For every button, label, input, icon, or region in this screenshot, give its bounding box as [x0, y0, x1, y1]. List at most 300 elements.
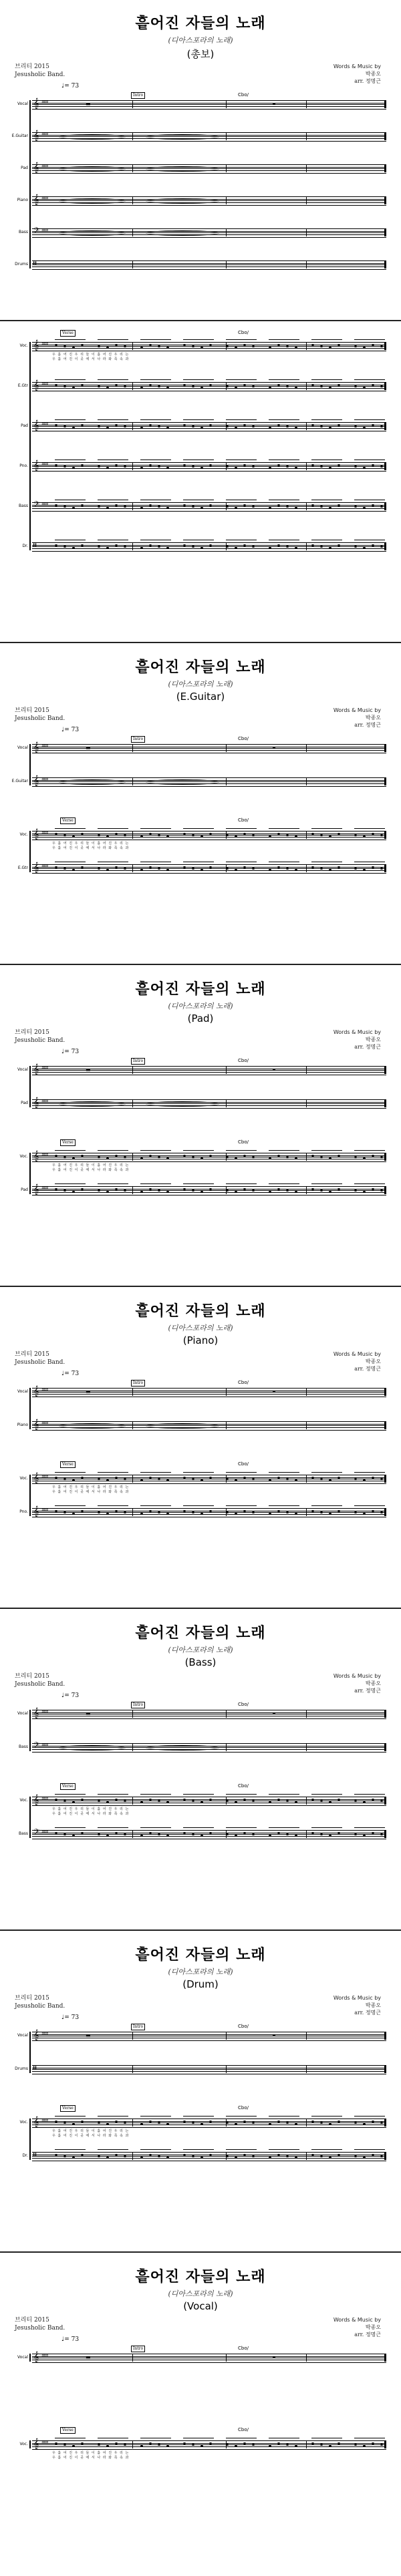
note-beam [226, 339, 257, 343]
barline [306, 2032, 307, 2040]
note [192, 1478, 194, 1480]
system [0, 1710, 401, 1777]
treble-clef-icon: 𝄞 [33, 1151, 39, 1161]
note [63, 425, 66, 427]
instrument-label: Bass [18, 504, 28, 508]
note [55, 1510, 57, 1512]
publisher-line: 브리티 2015 [15, 1029, 49, 1036]
note-beam [311, 1827, 342, 1831]
note [140, 1479, 143, 1481]
rehearsal-mark: Verse [60, 817, 76, 824]
note [149, 424, 152, 426]
note [149, 544, 152, 546]
note [235, 836, 237, 838]
note [209, 344, 212, 346]
instrument-label: Voc. [19, 1476, 28, 1481]
treble-clef-icon: 𝄞 [33, 742, 39, 753]
note-beam [183, 339, 214, 343]
note [286, 1833, 289, 1835]
key-signature: ♯♯♯♯ [41, 1387, 48, 1393]
note-beam [98, 828, 128, 832]
treble-clef-icon: 𝄞 [33, 1473, 39, 1483]
note [98, 385, 100, 387]
note-beam [269, 379, 299, 383]
crescendo-hairpin [59, 134, 126, 140]
barline [132, 100, 133, 108]
key-signature: ♯♯♯♯ [41, 502, 48, 507]
barline [306, 831, 307, 839]
note [63, 1156, 66, 1158]
note [149, 2442, 152, 2444]
note [363, 347, 366, 349]
note [140, 347, 143, 349]
rehearsal-mark: Intro [131, 1380, 145, 1387]
note [329, 1513, 331, 1515]
note [106, 1157, 109, 1159]
publisher-info [15, 707, 65, 723]
note [269, 836, 271, 838]
score-page [0, 2253, 401, 2573]
note [81, 1477, 84, 1479]
note [166, 1157, 169, 1159]
note-beam [98, 1472, 128, 1475]
note [106, 869, 109, 871]
note [338, 344, 340, 346]
system-bracket [29, 2354, 31, 2362]
system [0, 1066, 401, 1133]
note [252, 1189, 255, 1191]
credit-line: arr. 정명근 [354, 722, 381, 728]
note-beam [226, 1794, 257, 1797]
instrument-label: Pad [21, 1101, 28, 1105]
note-beam [183, 2438, 214, 2441]
note [311, 1188, 314, 1190]
note [338, 1477, 340, 1479]
instrument-label: Voc. [19, 1798, 28, 1803]
note [286, 1189, 289, 1191]
barline [306, 260, 307, 268]
note [363, 387, 366, 389]
system [0, 342, 401, 582]
note [243, 866, 246, 868]
lyrics-line-2: 우 흩 어 진 이 곳 에 서 나 라 와 족 속 과 [52, 1168, 130, 1172]
note [115, 2154, 118, 2156]
final-barline [384, 1388, 386, 1396]
note-beam [269, 1183, 299, 1187]
note [115, 833, 118, 835]
note [200, 347, 203, 349]
note [166, 2445, 169, 2447]
instrument-label: Vocal [17, 1389, 28, 1394]
treble-clef-icon: 𝄞 [33, 130, 39, 141]
publisher-info [15, 2316, 65, 2332]
note [209, 544, 212, 546]
note-beam [183, 1472, 214, 1475]
note [192, 345, 194, 347]
note [252, 1800, 255, 1802]
note [55, 2154, 57, 2156]
note [124, 834, 126, 836]
note [106, 1513, 109, 1515]
system-bracket [29, 1066, 31, 1107]
song-title: 흩어진 자들의 노래 [135, 1947, 266, 1964]
note [269, 1157, 271, 1159]
note-beam [311, 1794, 342, 1797]
note [354, 834, 357, 836]
note [269, 507, 271, 509]
barline [132, 1066, 133, 1074]
note-beam [311, 828, 342, 832]
crescendo-hairpin [146, 134, 219, 140]
note [200, 1157, 203, 1159]
note-beam [226, 1505, 257, 1509]
note [209, 504, 212, 506]
song-subtitle: (디아스포라의 노래) [168, 1968, 233, 1976]
note [98, 868, 100, 870]
note-beam [354, 828, 385, 832]
score-page [0, 1931, 401, 2251]
note [149, 1155, 152, 1157]
note [140, 467, 143, 469]
note [183, 1832, 186, 1834]
note [286, 546, 289, 548]
note-beam [98, 540, 128, 543]
barline [306, 342, 307, 350]
note [158, 345, 160, 347]
note [320, 1156, 323, 1158]
crescendo-hairpin [146, 1101, 219, 1107]
note [183, 1477, 186, 1479]
system [0, 744, 401, 811]
note [183, 1799, 186, 1801]
note [209, 833, 212, 835]
page-separator [0, 964, 401, 965]
treble-clef-icon: 𝄞 [33, 2030, 39, 2040]
note [149, 1188, 152, 1190]
note [166, 1513, 169, 1515]
note [277, 833, 280, 835]
rehearsal-mark: Intro [131, 92, 145, 99]
barline [226, 132, 227, 140]
system [0, 1475, 401, 1541]
note [372, 1477, 374, 1479]
score-page [0, 0, 401, 319]
note [320, 1511, 323, 1513]
note [183, 384, 186, 386]
note [243, 504, 246, 506]
note [320, 2444, 323, 2446]
note-beam [311, 2149, 342, 2153]
note [243, 424, 246, 426]
key-signature: ♯♯♯♯ [41, 1742, 48, 1748]
staff [32, 1830, 386, 1839]
note [363, 2445, 366, 2447]
rehearsal-mark: Intro [131, 1058, 145, 1065]
note-beam [140, 500, 171, 503]
note [295, 2445, 297, 2447]
barline [226, 100, 227, 108]
note [192, 1833, 194, 1835]
chord-symbol: Cbo/ [238, 1380, 249, 1385]
note-beam [226, 2149, 257, 2153]
note [183, 544, 186, 546]
treble-clef-icon: 𝄞 [33, 1097, 39, 1108]
final-barline [384, 342, 386, 350]
note [226, 868, 229, 870]
note [380, 345, 383, 347]
note [380, 466, 383, 468]
instrument-label: Drums [15, 2066, 28, 2071]
note [200, 427, 203, 429]
barline [306, 1743, 307, 1751]
barline [306, 2354, 307, 2362]
note [209, 1188, 212, 1190]
note [329, 1191, 331, 1193]
credit-line: arr. 정명근 [354, 1688, 381, 1694]
key-signature: ♯♯♯♯ [41, 2118, 48, 2123]
note [243, 384, 246, 386]
barline [306, 2119, 307, 2127]
note [158, 1833, 160, 1835]
note [320, 868, 323, 870]
note [354, 868, 357, 870]
barline [132, 164, 133, 172]
publisher-info [15, 1029, 65, 1045]
barline [132, 1421, 133, 1429]
note [149, 2121, 152, 2123]
page-separator [0, 1608, 401, 1609]
note [63, 2122, 66, 2124]
note [124, 1156, 126, 1158]
note [166, 467, 169, 469]
system [0, 1797, 401, 1863]
barline [306, 744, 307, 752]
barline [306, 1066, 307, 1074]
barline [226, 2354, 227, 2362]
note-beam [226, 2116, 257, 2119]
note [106, 2123, 109, 2125]
instrument-label: E.Guitar [11, 779, 28, 783]
credits [333, 1029, 381, 1051]
note-beam [226, 828, 257, 832]
note [372, 344, 374, 346]
note [158, 2122, 160, 2124]
note [338, 504, 340, 506]
note-beam [183, 1150, 214, 1153]
tempo-marking: ♩= 73 [61, 1049, 80, 1055]
note [140, 427, 143, 429]
note [273, 1712, 275, 1714]
note [149, 1510, 152, 1512]
note [277, 1510, 280, 1512]
note [338, 1155, 340, 1157]
note [124, 1478, 126, 1480]
system-bracket [29, 100, 31, 268]
note [115, 2121, 118, 2123]
barline [132, 228, 133, 236]
note [269, 467, 271, 469]
note [55, 544, 57, 546]
treble-clef-icon: 𝄞 [33, 829, 39, 840]
note-beam [354, 459, 385, 463]
note [295, 347, 297, 349]
note-beam [269, 1827, 299, 1831]
note [286, 1478, 289, 1480]
chord-symbol: Cbo/ [238, 1461, 249, 1467]
final-barline [384, 1710, 386, 1718]
note [140, 836, 143, 838]
note-beam [140, 2438, 171, 2441]
note-beam [140, 459, 171, 463]
note [158, 2155, 160, 2157]
note [72, 1835, 75, 1837]
note [372, 424, 374, 426]
part-name: (총보) [186, 48, 215, 60]
note [106, 1835, 109, 1837]
final-barline [384, 228, 386, 236]
barline [226, 1421, 227, 1429]
note [286, 1156, 289, 1158]
song-title: 흩어진 자들의 노래 [135, 1625, 266, 1642]
instrument-label: Voc. [19, 2442, 28, 2446]
note [140, 1191, 143, 1193]
note [55, 833, 57, 835]
note [354, 1833, 357, 1835]
score-page [0, 644, 401, 963]
note [252, 2155, 255, 2157]
barline [132, 1186, 133, 1194]
note [72, 2123, 75, 2125]
whole-rest: ▬ [86, 2032, 91, 2038]
rehearsal-mark: Intro [131, 1702, 145, 1708]
lyrics-line-2: 우 흩 어 진 이 곳 에 서 나 라 와 족 속 과 [52, 1812, 130, 1816]
note-beam [183, 379, 214, 383]
system-bracket [29, 1388, 31, 1429]
barline [132, 1099, 133, 1107]
note [311, 2121, 314, 2123]
part-name: (Pad) [187, 1013, 214, 1025]
note [106, 836, 109, 838]
crescendo-hairpin [146, 1423, 219, 1429]
note [166, 869, 169, 871]
final-barline [384, 2152, 386, 2160]
note [295, 869, 297, 871]
staff [32, 1797, 386, 1806]
system-bracket [29, 342, 31, 550]
note [140, 2123, 143, 2125]
note [269, 869, 271, 871]
note [380, 425, 383, 427]
note [140, 1157, 143, 1159]
instrument-label: Pno. [19, 464, 28, 468]
note [55, 424, 57, 426]
note [226, 2155, 229, 2157]
note [363, 1157, 366, 1159]
note [98, 1156, 100, 1158]
barline [306, 1421, 307, 1429]
crescendo-hairpin [146, 198, 219, 204]
barline [306, 164, 307, 172]
note [243, 1155, 246, 1157]
note [124, 466, 126, 468]
note-beam [354, 2149, 385, 2153]
credit-line: Words & Music by [333, 1029, 381, 1035]
note [158, 1800, 160, 1802]
note [338, 866, 340, 868]
note [252, 1156, 255, 1158]
barline [132, 382, 133, 390]
note [200, 2445, 203, 2447]
note-beam [98, 339, 128, 343]
credit-line: 박종오 [365, 2002, 381, 2008]
note [192, 1189, 194, 1191]
note [243, 344, 246, 346]
note [200, 507, 203, 509]
treble-clef-icon: 𝄞 [33, 340, 39, 351]
note-beam [226, 1827, 257, 1831]
instrument-label: Vocal [17, 745, 28, 750]
note [320, 1189, 323, 1191]
note [226, 385, 229, 387]
note-beam [226, 459, 257, 463]
note [380, 1511, 383, 1513]
barline [306, 196, 307, 204]
note [363, 1835, 366, 1837]
note [209, 464, 212, 466]
note [295, 1835, 297, 1837]
song-subtitle: (디아스포라의 노래) [168, 36, 233, 45]
note [200, 387, 203, 389]
system-bracket [29, 831, 31, 872]
note [55, 344, 57, 346]
final-barline [384, 831, 386, 839]
note [55, 1832, 57, 1834]
note [235, 1801, 237, 1803]
note [115, 866, 118, 868]
note [243, 2442, 246, 2444]
whole-rest: ▬ [86, 745, 91, 751]
tempo-marking: ♩= 73 [61, 2336, 80, 2343]
instrument-label: Vocal [17, 102, 28, 106]
barline [132, 1743, 133, 1751]
note [192, 425, 194, 427]
note [106, 467, 109, 469]
note [273, 747, 275, 749]
key-signature: ♯♯♯♯ [41, 164, 48, 169]
publisher-line: 브리티 2015 [15, 1673, 49, 1680]
final-barline [384, 1797, 386, 1805]
note [124, 1800, 126, 1802]
note-beam [98, 1794, 128, 1797]
song-title: 흩어진 자들의 노래 [135, 15, 266, 32]
lyrics-line-1: 우 흩 어 진 우 리 들 이 흩 어 진 우 리 는 [52, 2129, 130, 2133]
instrument-label: Vocal [17, 2033, 28, 2038]
note [243, 1188, 246, 1190]
note [81, 504, 84, 506]
note [380, 2155, 383, 2157]
percussion-clef-icon: 𝄥 [33, 2150, 37, 2161]
note [158, 1511, 160, 1513]
final-barline [384, 382, 386, 390]
note [243, 1832, 246, 1834]
final-barline [384, 422, 386, 430]
note-beam [269, 2116, 299, 2119]
note [183, 2154, 186, 2156]
note-beam [183, 828, 214, 832]
staff [32, 502, 386, 512]
note [124, 868, 126, 870]
note-beam [55, 500, 86, 503]
